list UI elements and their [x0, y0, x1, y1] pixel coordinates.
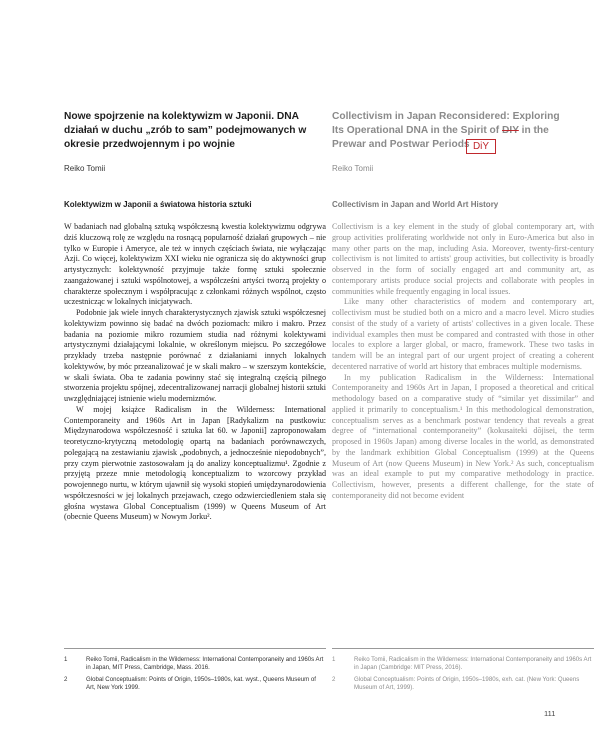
footnote-number: 1: [332, 656, 336, 663]
page-title-polish: Nowe spojrzenie na kolektywizm w Japonii. DNA działań w duchu „zrób to sam” podejmowanych w okresie przedwojennym i po wojnie: [64, 111, 307, 150]
footnote-number: 1: [64, 656, 68, 663]
author-english: Reiko Tomii: [332, 164, 374, 173]
title-part-after: in the Prewar and Postwar Periods: [332, 125, 549, 150]
footnote-polish-1: [64, 656, 326, 673]
footnote-english-2: [332, 676, 594, 693]
footnote-divider-english: [332, 648, 594, 649]
body-text-english: [332, 222, 594, 502]
footnote-polish-2: [64, 676, 326, 693]
footnote-text: Reiko Tomii, Radicalism in the Wilderness: International Contemporaneity and 1960s Art in Japan, MIT Press, Cambridge, Mass. 2016.: [86, 656, 324, 672]
paragraph-polish-3: W mojej książce Radicalism in the Wilderness: International Contemporaneity and 1960s Art in Japan [Radykalizm na pustkowiu: Międzynarodowa współczesność i sztuka lat 60. w Japonii] zaproponowałam teoretyczno-krytyczną metodologię opartą na badaniach porównawczych, polegającą na zestawianiu zjawisk „podobnych, a jednocześnie niepodobnych”, przy czym pierwotnie zastosowałam ją do analizy konceptualizmu¹. Zgodnie z przyjętą przeze mnie metodologią konceptualizm to wzorcowy przykład powojennego nurtu, w którym ujawnił się wysoki stopień umiędzynarodowienia współczesności w jej lokalnych przejawach, czego odzwierciedleniem stała się głośna wystawa Global Conceptualism (1999) w Queens Museum of Art (obecnie Queens Museum) w Nowym Jorku².: [64, 404, 326, 522]
paragraph-polish-2: Podobnie jak wiele innych charakterystycznych zjawisk sztuki współczesnej kolektywizm powinno się badać na dwóch poziomach: mikro i makro. Przez badania na poziomie mikro rozumiem studia nad różnymi kolektywami artystycznymi działającymi lokalnie, w określonym miejscu. Po szczegółowe przykłady trzeba następnie porównać z działaniami innych lokalnych kolektywów, by móc przeanalizować je w skali makro – w szerszym kontekście, w skali świata. Oba te zadania powinny stać się integralną częścią pilnego stworzenia projektu spójnej, zdecentralizowanej narracji globalnej historii sztuki uwzględniającej istnienie wielu modernizmów.: [64, 308, 326, 403]
paragraph-english-1: Collectivism is a key element in the study of global contemporary art, with group activities proliferating worldwide not only in Euro-America but also in many other parts on the map, including Asia. Moreover, twenty-first-century collectivism is not limited to artists' group activities, but collectivity is broadly observed in the form of socially engaged art and community art, as contemporary artists produce social projects and collaborate with peoples in communities while frequently engaging in local issues.: [332, 222, 594, 296]
footnote-text: Reiko Tomii, Radicalism in the Wilderness: International Contemporaneity and 1960s Art in Japan (Cambridge: MIT Press, 2016).: [354, 656, 592, 672]
paragraph-polish-1: W badaniach nad globalną sztuką współczesną kwestia kolektywizmu odgrywa dziś kluczową rolę ze względu na rosnącą popularność działań grupowych – nie tylko w Europie i Ameryce, ale też w innych częściach świata, nie wyłączając Azji. Co więcej, kolektywizm XXI wieku nie ogranicza się do aktywności grup artystycznych: kolektywność przyjmuje także formę sztuki społecznie zaangażowanej i sztuki wspólnotowej, a współcześni artyści tworzą projekty o charakterze społecznym i współpracując z członkami różnych wspólnot, często uczestnicząc w lokalnych inicjatywach.: [64, 222, 326, 307]
correction-annotation: DiY: [466, 139, 496, 154]
title-struck-word: DIY: [502, 125, 519, 136]
footnotes-polish: [64, 656, 326, 695]
page-title-english: [332, 110, 572, 152]
footnote-text: Global Conceptualism: Points of Origin, 1950s–1980s, exh. cat. (New York: Queens Museum of Art, 1999).: [354, 675, 580, 691]
section-heading-polish: Kolektywizm w Japonii a światowa historia sztuki: [64, 200, 252, 209]
title-part-before: Collectivism in Japan Reconsidered: Exploring Its Operational DNA in the Spirit of: [332, 111, 560, 136]
page-number: 111: [544, 709, 556, 718]
section-heading-english: Collectivism in Japan and World Art History: [332, 200, 499, 209]
paragraph-english-2: Like many other characteristics of modern and contemporary art, collectivism must be studied both on a micro and a macro level. Micro studies consist of the study of a variety of artists' collectives in a given locale. These individual examples then must be compared and contrasted with those in other locales to explore a larger global, or macro, framework. These two tasks in tandem will be an integral part of our urgent project of creating a coherent decentered narrative of world art history that embraces multiple modernisms.: [332, 297, 594, 371]
footnote-english-1: [332, 656, 594, 673]
body-text-polish: [64, 222, 326, 523]
footnote-text: Global Conceptualism: Points of Origin, 1950s–1980s, kat. wyst., Queens Museum of Art, New York 1999.: [86, 675, 316, 691]
paragraph-english-3: In my publication Radicalism in the Wilderness: International Contemporaneity and 1960s Art in Japan, I proposed a theoretical and critical methodology based on a comparative study of “similar yet dissimilar” and applied it primarily to conceptualism.¹ In this methodological demonstration, conceptualism serves as a benchmark postwar tendency that reveals a great degree of “international contemporaneity” (kokusaiteki dōjisei, the term proposed in 1960s Japan) among diverse locales in the world, as demonstrated by the landmark exhibition Global Conceptualism (1999) at the Queens Museum of Art (now Queens Museum) in New York.² As such, conceptualism was an ideal example to put my comparative methodology in practice. Collectivism, however, presents a different challenge, for the state of contemporaneity did not become evident: [332, 372, 594, 500]
footnotes-english: [332, 656, 594, 695]
footnote-number: 2: [332, 675, 336, 683]
footnote-number: 2: [64, 675, 68, 683]
footnote-divider-polish: [64, 648, 326, 649]
author-polish: Reiko Tomii: [64, 164, 106, 173]
